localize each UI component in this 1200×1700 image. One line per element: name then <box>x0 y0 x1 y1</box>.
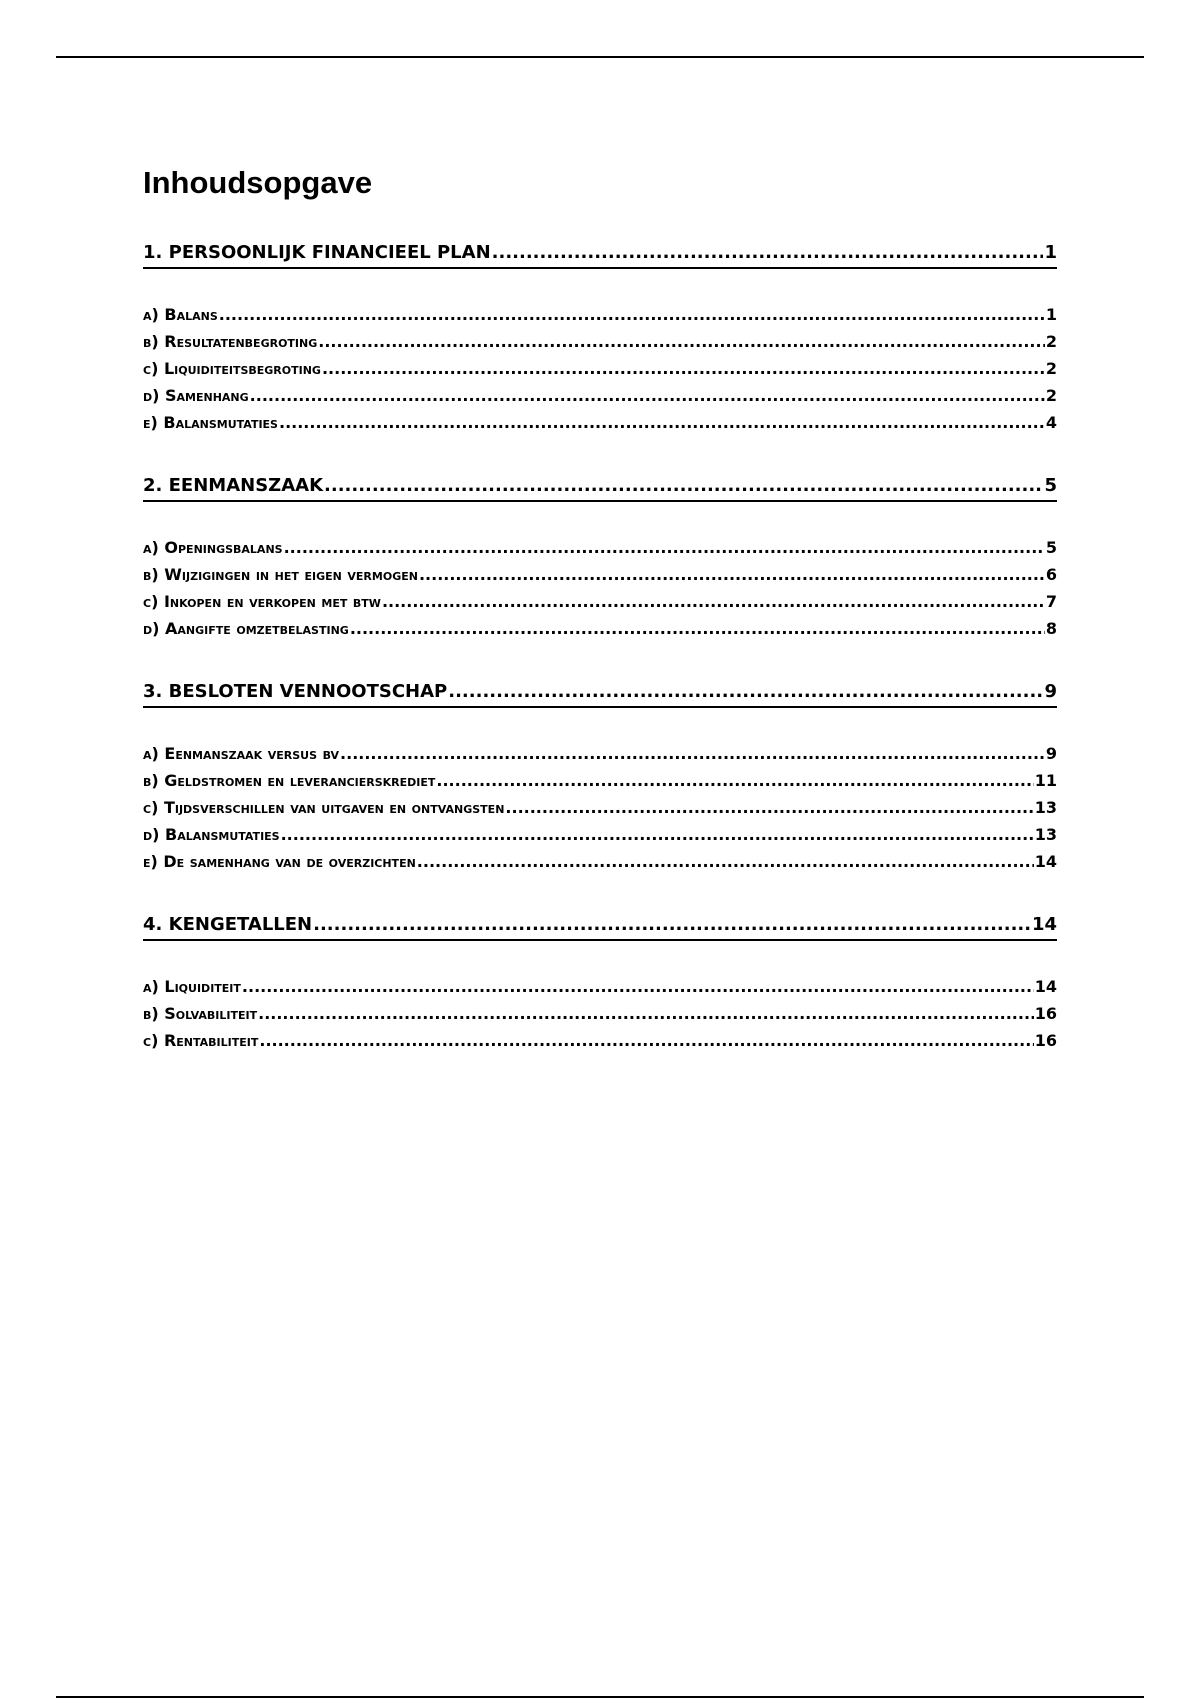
dot-leader <box>258 1000 1034 1027</box>
toc-entry-section[interactable] <box>143 534 1057 561</box>
toc-entry-label: c) Inkopen en verkopen met btw <box>143 592 381 611</box>
toc-entry-label: e) De samenhang van de overzichten <box>143 852 416 871</box>
toc-entry-page: 11 <box>1034 771 1057 790</box>
dot-leader <box>448 678 1043 706</box>
dot-leader <box>436 767 1033 794</box>
toc-entry-section[interactable] <box>143 767 1057 794</box>
toc-entry-section[interactable] <box>143 740 1057 767</box>
toc-entry-page: 13 <box>1034 798 1057 817</box>
dot-leader <box>340 740 1045 767</box>
dot-leader <box>505 794 1033 821</box>
dot-leader <box>242 973 1034 1000</box>
toc-entry-label: b) Geldstromen en leverancierskrediet <box>143 771 436 790</box>
toc-entry-label: d) Samenhang <box>143 386 249 405</box>
toc-entry-label: 1. PERSOONLIJK FINANCIEEL PLAN <box>143 242 491 263</box>
toc-entry-page: 14 <box>1034 852 1057 871</box>
dot-leader <box>324 472 1043 500</box>
dot-leader <box>318 328 1045 355</box>
dot-leader <box>382 588 1045 615</box>
dot-leader <box>259 1027 1033 1054</box>
toc-entry-section[interactable] <box>143 821 1057 848</box>
toc-entry-section[interactable] <box>143 615 1057 642</box>
toc-entry-page: 4 <box>1045 413 1057 432</box>
toc-entry-section[interactable] <box>143 301 1057 328</box>
toc-entry-label: 2. EENMANSZAAK <box>143 475 324 496</box>
toc-entry-label: a) Balans <box>143 305 218 324</box>
toc-entry-label: b) Wijzigingen in het eigen vermogen <box>143 565 418 584</box>
dot-leader <box>417 848 1034 875</box>
toc-entry-label: d) Balansmutaties <box>143 825 280 844</box>
toc-entry-page: 2 <box>1045 359 1057 378</box>
toc-chapter-1 <box>143 239 1057 436</box>
toc-entry-page: 6 <box>1045 565 1057 584</box>
dot-leader <box>492 239 1044 267</box>
toc-entry-section[interactable] <box>143 794 1057 821</box>
toc-entry-label: d) Aangifte omzetbelasting <box>143 619 349 638</box>
toc-entry-page: 14 <box>1034 977 1057 996</box>
dot-leader <box>219 301 1045 328</box>
toc-entry-label: a) Eenmanszaak versus bv <box>143 744 340 763</box>
toc-entry-label: c) Tijdsverschillen van uitgaven en ontvangsten <box>143 798 505 817</box>
toc-sub-list <box>143 534 1057 642</box>
toc-entry-label: b) Resultatenbegroting <box>143 332 318 351</box>
toc-entry-page: 14 <box>1031 914 1057 935</box>
toc-entry-chapter[interactable] <box>143 472 1057 502</box>
toc-entry-chapter[interactable] <box>143 911 1057 941</box>
footer-rule <box>56 1696 1144 1698</box>
toc-chapter-3 <box>143 678 1057 875</box>
toc-entry-page: 1 <box>1045 305 1057 324</box>
toc-entry-page: 8 <box>1045 619 1057 638</box>
dot-leader <box>313 911 1031 939</box>
toc-entry-section[interactable] <box>143 355 1057 382</box>
dot-leader <box>350 615 1045 642</box>
dot-leader <box>419 561 1045 588</box>
dot-leader <box>322 355 1045 382</box>
toc-sub-list <box>143 973 1057 1054</box>
toc-sub-list <box>143 301 1057 436</box>
toc-sub-list <box>143 740 1057 875</box>
dot-leader <box>281 821 1034 848</box>
toc-entry-section[interactable] <box>143 328 1057 355</box>
dot-leader <box>279 409 1045 436</box>
toc-entry-page: 7 <box>1045 592 1057 611</box>
toc-entry-page: 5 <box>1044 475 1057 496</box>
toc-entry-label: c) Rentabiliteit <box>143 1031 259 1050</box>
toc-entry-label: a) Liquiditeit <box>143 977 241 996</box>
dot-leader <box>284 534 1045 561</box>
toc-entry-label: b) Solvabiliteit <box>143 1004 258 1023</box>
toc-entry-label: 3. BESLOTEN VENNOOTSCHAP <box>143 681 448 702</box>
table-of-contents <box>143 163 1057 1054</box>
toc-entry-page: 13 <box>1034 825 1057 844</box>
toc-entry-section[interactable] <box>143 382 1057 409</box>
toc-entry-page: 16 <box>1034 1004 1057 1023</box>
toc-entry-section[interactable] <box>143 1027 1057 1054</box>
toc-entry-label: a) Openingsbalans <box>143 538 283 557</box>
toc-entry-chapter[interactable] <box>143 678 1057 708</box>
toc-entry-page: 2 <box>1045 386 1057 405</box>
toc-entry-section[interactable] <box>143 848 1057 875</box>
toc-chapter-2 <box>143 472 1057 642</box>
toc-entry-section[interactable] <box>143 588 1057 615</box>
toc-entry-chapter[interactable] <box>143 239 1057 269</box>
toc-title: Inhoudsopgave <box>143 165 373 200</box>
toc-entry-page: 9 <box>1044 681 1057 702</box>
toc-entry-label: 4. KENGETALLEN <box>143 914 313 935</box>
toc-entry-section[interactable] <box>143 409 1057 436</box>
toc-entry-page: 9 <box>1045 744 1057 763</box>
toc-entry-label: c) Liquiditeitsbegroting <box>143 359 321 378</box>
toc-entry-page: 5 <box>1045 538 1057 557</box>
toc-entry-section[interactable] <box>143 1000 1057 1027</box>
toc-entry-page: 16 <box>1034 1031 1057 1050</box>
toc-entry-page: 1 <box>1044 242 1057 263</box>
toc-entry-page: 2 <box>1045 332 1057 351</box>
dot-leader <box>250 382 1045 409</box>
header-rule <box>56 56 1144 58</box>
toc-chapter-4 <box>143 911 1057 1054</box>
toc-entry-section[interactable] <box>143 561 1057 588</box>
toc-entry-section[interactable] <box>143 973 1057 1000</box>
toc-entry-label: e) Balansmutaties <box>143 413 278 432</box>
